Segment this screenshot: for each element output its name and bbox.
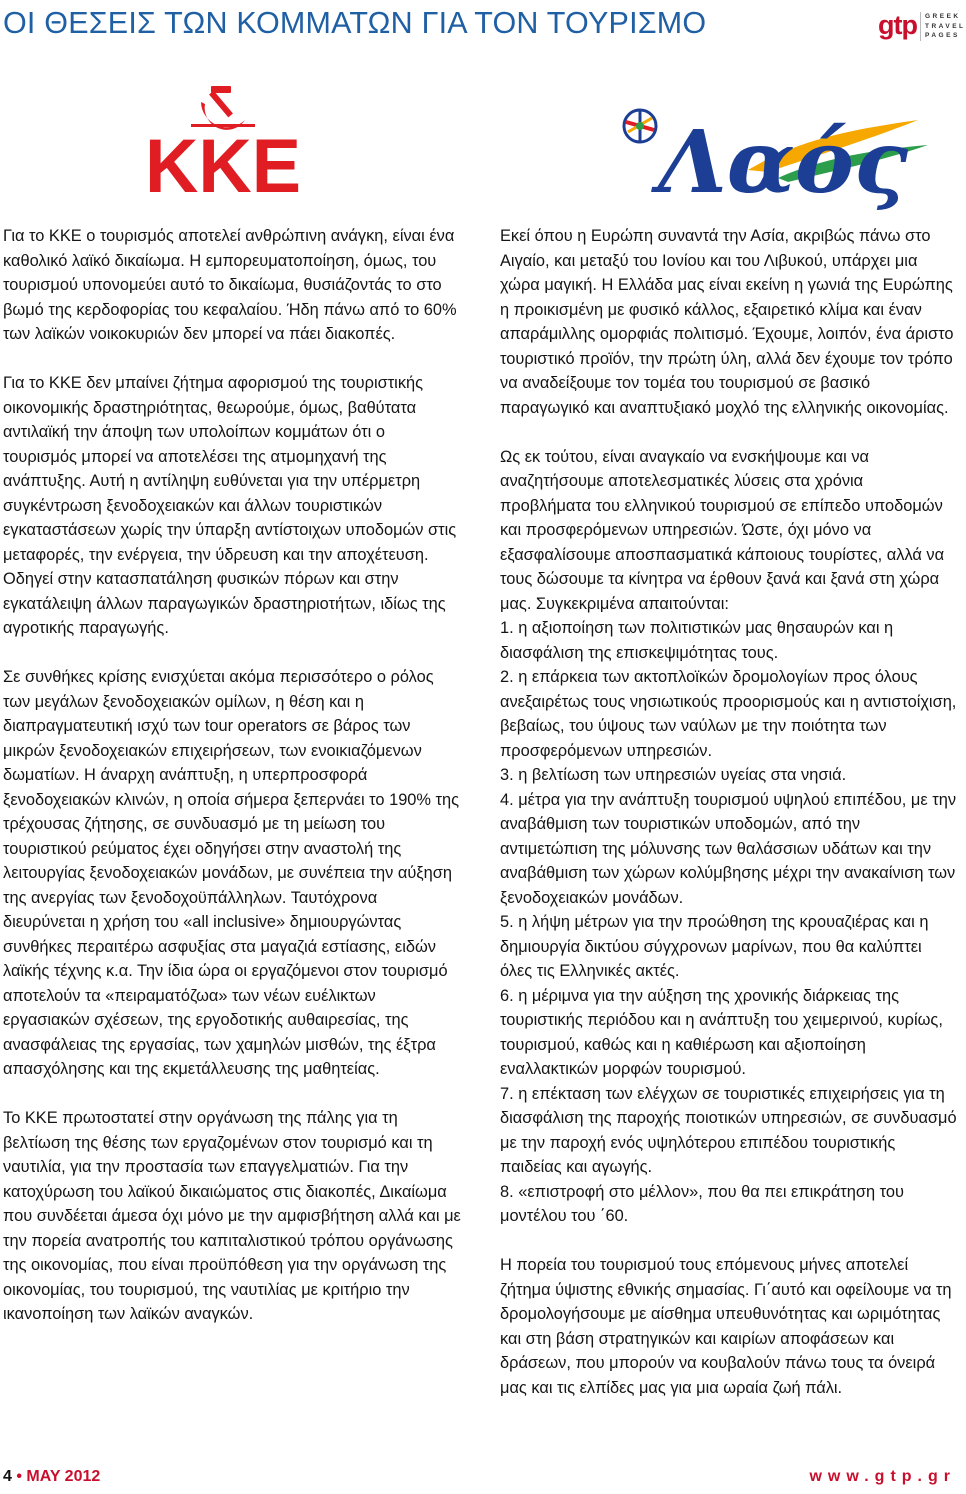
page-number-line [3,1468,100,1486]
paragraph: Η πορεία του τουρισμού τους επόμενους μήνες αποτελεί ζήτημα ύψιστης εθνικής σημασίας. Γι΄αυτό και οφείλουμε να τη δρομολογήσουμε με αίσθημα υπευθυνότητας και ωριμότητας και στη βάση στρατηγικών και καιρίων αποφάσεων και δράσεων, που μπορούν να κουβαλούν πάνω τους τα όνειρά μας και τις ελπίδες μας για μια ωραία ζωή πάλι. [500,1256,952,1397]
gtp-logo-line: PAGES [925,32,960,39]
paragraph: Το ΚΚΕ πρωτοστατεί στην οργάνωση της πάλης για τη βελτίωση της θέσης των εργαζομένων στον τουρισμό και τη ναυτιλία, για την προστασία των επαγγελματιών. Για την κατοχύρωση του λαϊκού δικαιώματος στις διακοπές, Δικαίωμα που συνδέεται άμεσα όχι μόνο με την αμφισβήτηση αλλά και με την πορεία ανατροπής του καπιταλιστικού τρόπου οργάνωσης της οικονομίας, που είναι προϋπόθεση για την οργάνωση της οικονομίας, του τουρισμού, της ναυτιλίας με κριτήριο την ικανοποίηση των λαϊκών αναγκών. [3,1109,461,1323]
demand-item: 1. η αξιοποίηση των πολιτιστικών μας θησαυρών και η διασφάλιση της επισκεψιμότητας τους. [500,619,894,662]
paragraph: Ως εκ τούτου, είναι αναγκαίο να ενσκήψουμε και να αναζητήσουμε αποτελεσματικές λύσεις στα χρόνια προβλήματα του ελληνικού τουρισμού σε επίπεδο υποδομών και προσφερόμενων υπηρεσιών. Ώστε, όχι μόνο να εξασφαλίσουμε αποσπασματικά κάποιους τουρίστες, αλλά να τους δώσουμε τα κίνητρα να έρθουν ξανά και ξανά στη χώρα μας. Συγκεκριμένα απαιτούνται: [500,447,945,613]
kke-logo [143,80,303,209]
right-column [500,224,958,1400]
paragraph: Για το ΚΚΕ δεν μπαίνει ζήτημα αφορισμού της τουριστικής οικονομικής δραστηριότητας, θεωρούμε, όμως, βαθύτατα αντιλαϊκή την άποψη των υπολοίπων κομμάτων ότι ο τουρισμός μπορεί να αποτελέσει της ατμομηχανή της ανάπτυξης. Αυτή η αντίληψη ευθύνεται για την υπέρμετρη συγκέντρωση ξενοδοχειακών και άλλων τουριστικών εγκαταστάσεων χωρίς την ύπαρξη αντίστοιχων υποδομών στις μεταφορές, την ενέργεια, την ύδρευση και την αποχέτευση. Οδηγεί στην κατασπατάληση φυσικών πόρων και στην εγκατάλειψη άλλων παραγωγικών δραστηριοτήτων, ιδίως της αγροτικής παραγωγής. [3,374,457,637]
left-column [3,224,461,1327]
laos-emblem-icon [624,110,656,142]
gtp-logo-subtitle [920,12,966,41]
demand-item: 3. η βελτίωση των υπηρεσιών υγείας στα νησιά. [500,766,847,784]
paragraph: Για το ΚΚΕ ο τουρισμός αποτελεί ανθρώπινη ανάγκη, είναι ένα καθολικό λαϊκό δικαίωμα. Η εμπορευματοποίηση, όμως, του τουρισμού υπονομεύει αυτό το δικαίωμα, θυσιάζοντάς το στο βωμό της κερδοφορίας του κεφαλαίου. Ήδη πάνω από το 60% των λαϊκών νοικοκυριών δεν μπορεί να πάει διακοπές. [3,227,457,343]
demand-item: 4. μέτρα για την ανάπτυξη τουρισμού υψηλού επιπέδου, με την αναβάθμιση των τουριστικών υποδομών, από την αντιμετώπιση της μόλυνσης των θαλάσσιων υδάτων και την αναβάθμιση των χώρων κολύμβησης μέχρι την ανακαίνιση των ξενοδοχειακών μονάδων. [500,790,957,907]
gtp-logo-line: GREEK [925,13,961,20]
website-link[interactable]: www.gtp.gr [809,1468,956,1485]
page-title: ΟΙ ΘΕΣΕΙΣ ΤΩΝ ΚΟΜΜΑΤΩΝ ΓΙΑ ΤΟΝ ΤΟΥΡΙΣΜΟ [3,6,707,40]
gtp-logo-mark: gtp [878,10,917,40]
separator-dot: • [16,1468,22,1485]
paragraph: Εκεί όπου η Ευρώπη συναντά την Ασία, ακριβώς πάνω στο Αιγαίο, και μεταξύ του Ιονίου και του Λιβυκού, υπάρχει μια χώρα μαγική. Η Ελλάδα μας είναι εκείνη η γωνιά της Ευρώπης η προικισμένη με φυσικό κάλλος, εξαιρετικό κλίμα και έναν απαράμιλλης ομορφιάς πολιτισμό. Έχουμε, λοιπόν, ένα άριστο τουριστικό προϊόν, την πρώτη ύλη, αλλά δεν έχουμε τον τρόπο να αναδείξουμε τον τομέα του τουρισμού σε βασικό παραγωγικό και αναπτυξιακό μοχλό της ελληνικής οικονομίας. [500,227,954,417]
gtp-logo-line: TRAVEL [925,22,966,30]
page-header [0,0,966,48]
page-footer [0,1466,960,1492]
issue-date: MAY 2012 [26,1468,101,1485]
demand-item: 7. η επέκταση των ελέγχων σε τουριστικές επιχειρήσεις για τη διασφάλιση της παροχής ποιοτικών υπηρεσιών, σε συνδυασμό με την παροχή ενός υψηλότερου επιπέδου τουριστικής παιδείας και αγωγής. [500,1084,957,1176]
demand-item: 6. η μέριμνα για την αύξηση της χρονικής διάρκειας της τουριστικής περιόδου και η ανάπτυξη του χειμερινού, κυρίως, τουρισμού, καθώς και η καθιέρωση και αξιοποίηση εναλλακτικών μορφών τουρισμού. [500,986,943,1078]
laos-logo [618,100,938,212]
kke-logo-text: KKE [145,124,301,209]
demand-item: 8. «επιστροφή στο μέλλον», που θα πει επικράτηση του μοντέλου του ΄60. [500,1182,904,1225]
demand-item: 2. η επάρκεια των ακτοπλοϊκών δρομολογίων προς όλους ανεξαιρέτως τους νησιωτικούς προορισμούς και η αντιστοίχιση, βεβαίως, του ύψους των ναύλων με την ποιότητα των προσφερόμενων υπηρεσιών. [500,668,957,760]
page-number: 4 [3,1468,12,1485]
demand-item: 5. η λήψη μέτρων για την προώθηση της κρουαζιέρας και η δημιουργία δικτύου σύγχρονων μαρίνων, που θα καλύπτει όλες τις Ελληνικές ακτές. [500,913,929,980]
laos-logo-text: Λαός [650,112,909,213]
paragraph: Σε συνθήκες κρίσης ενισχύεται ακόμα περισσότερο ο ρόλος των μεγάλων ξενοδοχειακών ομίλων, η θέση και η διαπραγματευτική ισχύ των tour operators σε βάρος των μικρών ξενοδοχειακών επιχειρήσεων, των ενοικιαζόμενων δωματίων. Η άναρχη ανάπτυξη, η υπερπροσφορά ξενοδοχειακών κλινών, η οποία σήμερα ξεπερνάει το 190% της τρέχουσας ζήτησης, σε συνδυασμό με τη μείωση του τουριστικού ρεύματος έχει οδηγήσει στην αναστολή της λειτουργίας ξενοδοχειακών μονάδων, με συνέπεια την αύξηση της ανεργίας των ξενοδοχοϋπάλληλων. Ταυτόχρονα διευρύνεται η χρήση του «all inclusive» δημιουργώντας συνθήκες περαιτέρω ασφυξίας στα μαγαζιά εστίασης, ειδών λαϊκής τέχνης κ.α. Την ίδια ώρα οι εργαζόμενοι στον τουρισμό αποτελούν τα «πειραματόζωα» των νέων ευέλικτων εργασιακών σχέσεων, της εργοδοτικής αυθαιρεσίας, της ανασφάλειας της εργασίας, των χαμηλών μισθών, της έξτρα απασχόλησης και της εκμετάλλευσης της μαθητείας. [3,668,460,1078]
gtp-logo [878,8,966,46]
